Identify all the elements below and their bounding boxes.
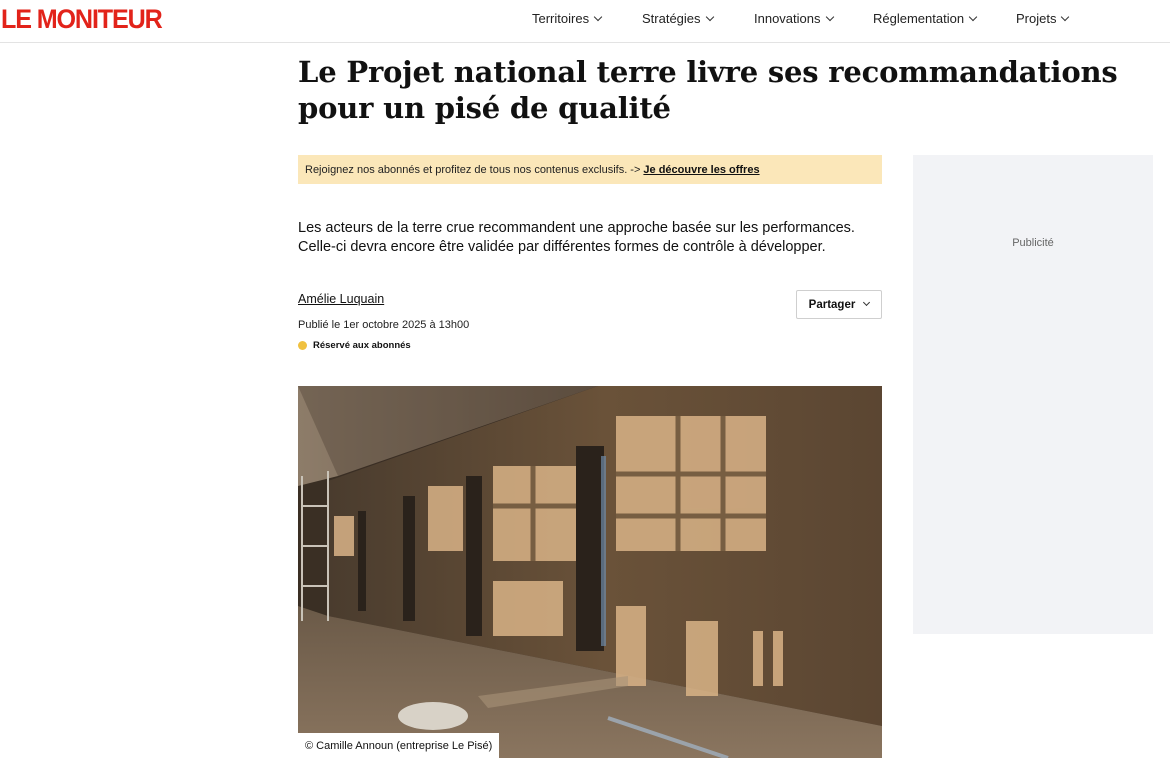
badge-label: Réservé aux abonnés	[313, 340, 411, 351]
chevron-down-icon	[1061, 12, 1069, 20]
offers-link[interactable]: Je découvre les offres	[643, 163, 760, 176]
share-label: Partager	[808, 298, 856, 311]
chevron-down-icon	[705, 12, 713, 20]
site-logo[interactable]: LE MONITEUR	[1, 4, 162, 34]
chevron-down-icon	[863, 299, 870, 306]
publish-date: Publié le 1er octobre 2025 à 13h00	[298, 319, 470, 331]
subscription-banner	[298, 155, 882, 184]
article-title: Le Projet national terre livre ses recommandations pour un pisé de qualité	[298, 55, 1118, 125]
article-photo	[298, 386, 882, 758]
chevron-down-icon	[825, 12, 833, 20]
article-lead: Les acteurs de la terre crue recommandent une approche basée sur les performances. Celle-ci devra encore être validée par différentes formes de contrôle à développer.	[298, 220, 855, 255]
nav-item-label: Stratégies	[642, 11, 701, 26]
nav-item-label: Territoires	[532, 11, 590, 26]
ad-slot	[913, 155, 1153, 634]
nav-item-projets[interactable]	[1016, 11, 1068, 26]
rammed-earth-interior-image	[298, 386, 882, 758]
chevron-down-icon	[594, 12, 602, 20]
nav-item-label: Réglementation	[873, 11, 965, 26]
chevron-down-icon	[969, 12, 977, 20]
nav-item-label: Innovations	[754, 11, 821, 26]
nav-item-innovations[interactable]	[754, 11, 833, 26]
ad-label: Publicité	[1012, 237, 1054, 249]
site-header	[0, 0, 1170, 43]
dot-icon	[298, 341, 307, 350]
photo-caption: © Camille Announ (entreprise Le Pisé)	[298, 733, 499, 758]
share-button[interactable]	[796, 290, 882, 319]
nav-item-label: Projets	[1016, 11, 1057, 26]
nav-item-territoires[interactable]	[532, 11, 601, 26]
author-link[interactable]: Amélie Luquain	[298, 292, 385, 306]
nav-item-reglementation[interactable]	[873, 11, 976, 26]
nav-item-strategies[interactable]	[642, 11, 713, 26]
subscriber-badge	[298, 340, 411, 351]
promo-text: Rejoignez nos abonnés et profitez de tous nos contenus exclusifs. ->	[305, 163, 641, 176]
